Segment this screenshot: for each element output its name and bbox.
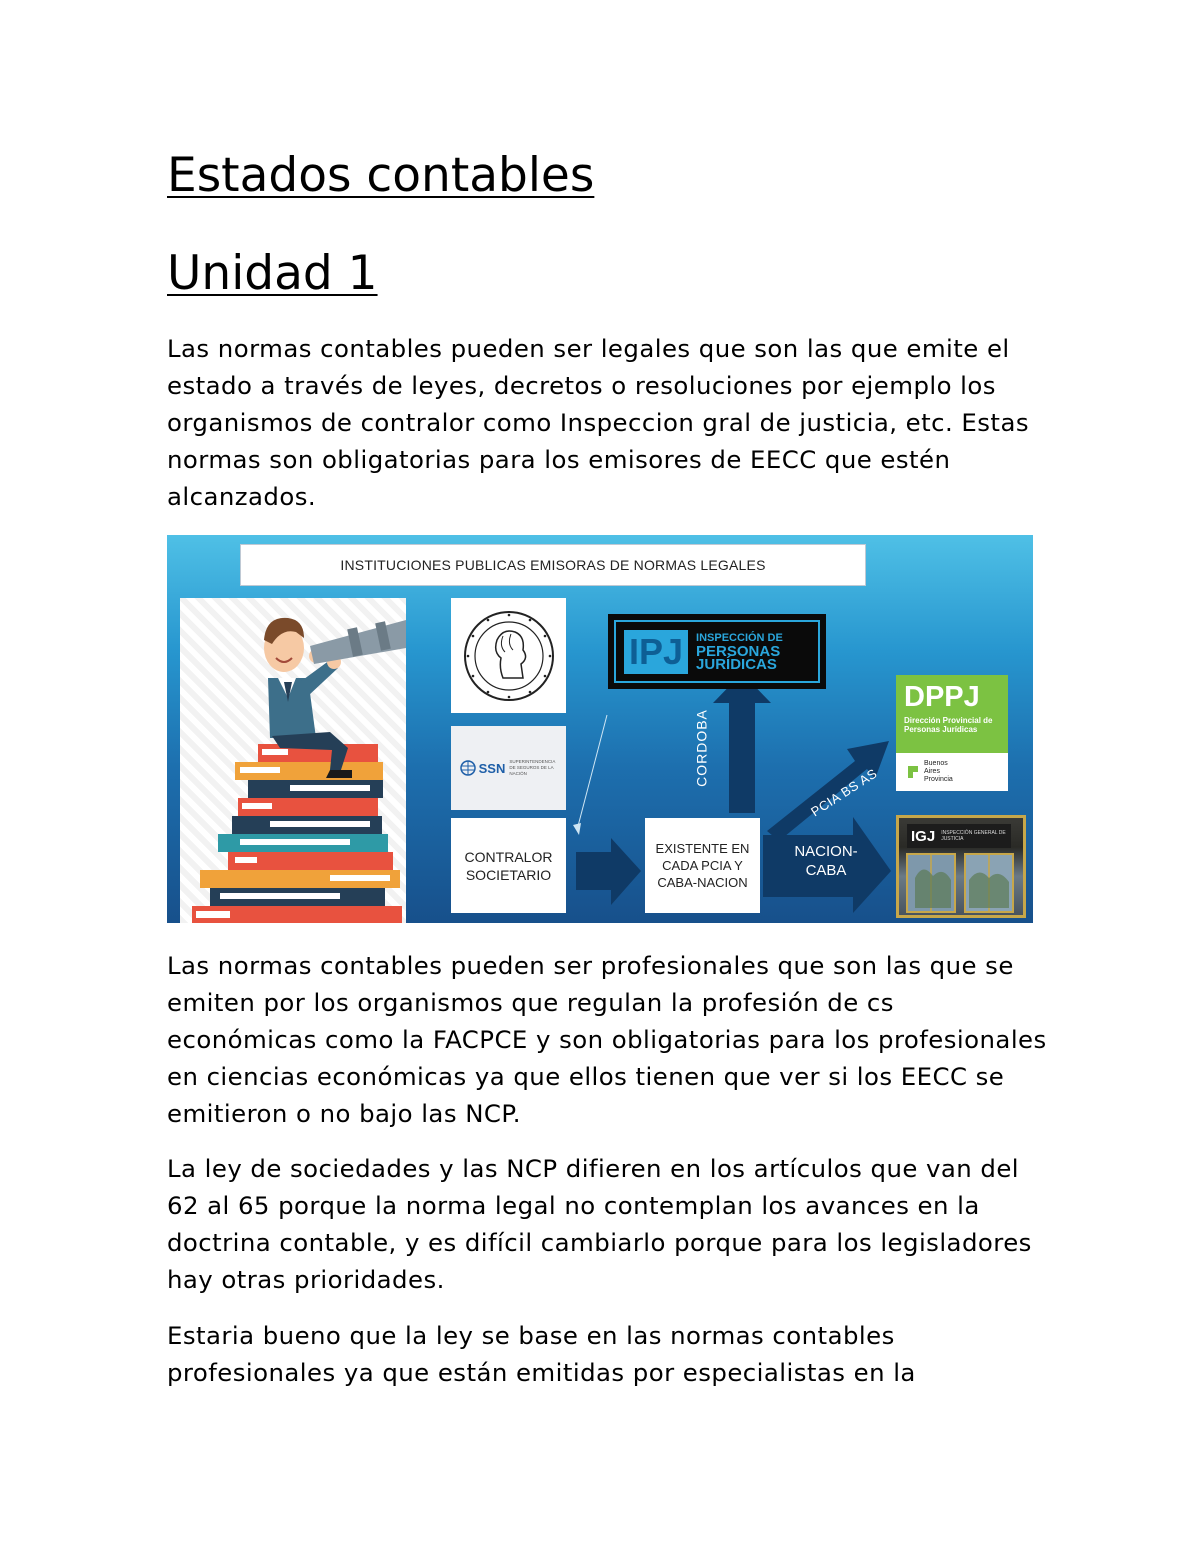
ssn-name: SUPERINTENDENCIA DE SEGUROS DE LA NACIÓN: [509, 759, 556, 776]
paragraph-4: Estaria bueno que la ley se base en las normas contables profesionales ya que están emitidas por especialistas en la: [167, 1321, 916, 1387]
ipj-line-1: INSPECCIÓN DE: [696, 632, 783, 644]
label-nacion-caba: NACION-CABA: [794, 843, 858, 879]
dppj-logo: [896, 675, 1008, 791]
igj-name: INSPECCIÓN GENERAL DE JUSTICIA: [941, 830, 1006, 842]
igj-building-photo: [896, 815, 1026, 918]
igj-logo-text: IGJ: [911, 827, 936, 845]
ssn-logo-text: SSN: [478, 760, 506, 776]
paragraph-2: Las normas contables pueden ser profesionales que son las que se emiten por los organismos que regulan la profesión de cs económicas como la FACPCE y son obligatorias para los profesionales en ciencias económicas ya que ellos tienen que ver si los EECC se emitieron o no bajo las NCP.: [167, 951, 1047, 1128]
ipj-line-3: JURÍDICAS: [696, 656, 777, 673]
document-subtitle: Unidad 1: [167, 246, 378, 301]
dppj-subtitle: Dirección Provincial de Personas Jurídicas: [904, 716, 993, 734]
igj-doors: [899, 818, 1023, 915]
arrow-to-existente: [576, 838, 641, 905]
dppj-footer: Buenos Aires Provincia: [924, 760, 953, 783]
document-title: Estados contables: [167, 148, 595, 203]
infographic-title: INSTITUCIONES PUBLICAS EMISORAS DE NORMAS LEGALES: [240, 544, 866, 586]
ipj-line-2: PERSONAS: [696, 643, 781, 660]
contralor-societario-box: CONTRALOR SOCIETARIO: [451, 818, 566, 913]
institutions-infographic: [167, 535, 1033, 923]
buenos-aires-icon: [906, 764, 920, 780]
paragraph-1: Las normas contables pueden ser legales que son las que emite el estado a través de leyes, decretos o resoluciones por ejemplo los organismos de contralor como Inspeccion gral de justicia, etc. Estas normas son obligatorias para los emisores de EECC que estén alcanzados.: [167, 334, 1030, 511]
existente-box: EXISTENTE EN CADA PCIA Y CABA-NACION: [645, 818, 760, 913]
arrow-cordoba: [713, 673, 771, 813]
label-pcia-bs-as: PCIA BS AS: [808, 765, 880, 820]
ipj-logo-text: IPJ: [624, 630, 688, 674]
dppj-logo-text: DPPJ: [904, 681, 980, 713]
paragraph-3: La ley de sociedades y las NCP difieren en los artículos que van del 62 al 65 porque la norma legal no contemplan los avances en la doctrina contable, y es difícil cambiarlo porque para los legisladores hay otras prioridades.: [167, 1154, 1032, 1294]
ipj-name: [696, 632, 783, 671]
ipj-logo: [608, 614, 826, 689]
label-cordoba: CORDOBA: [693, 709, 710, 787]
